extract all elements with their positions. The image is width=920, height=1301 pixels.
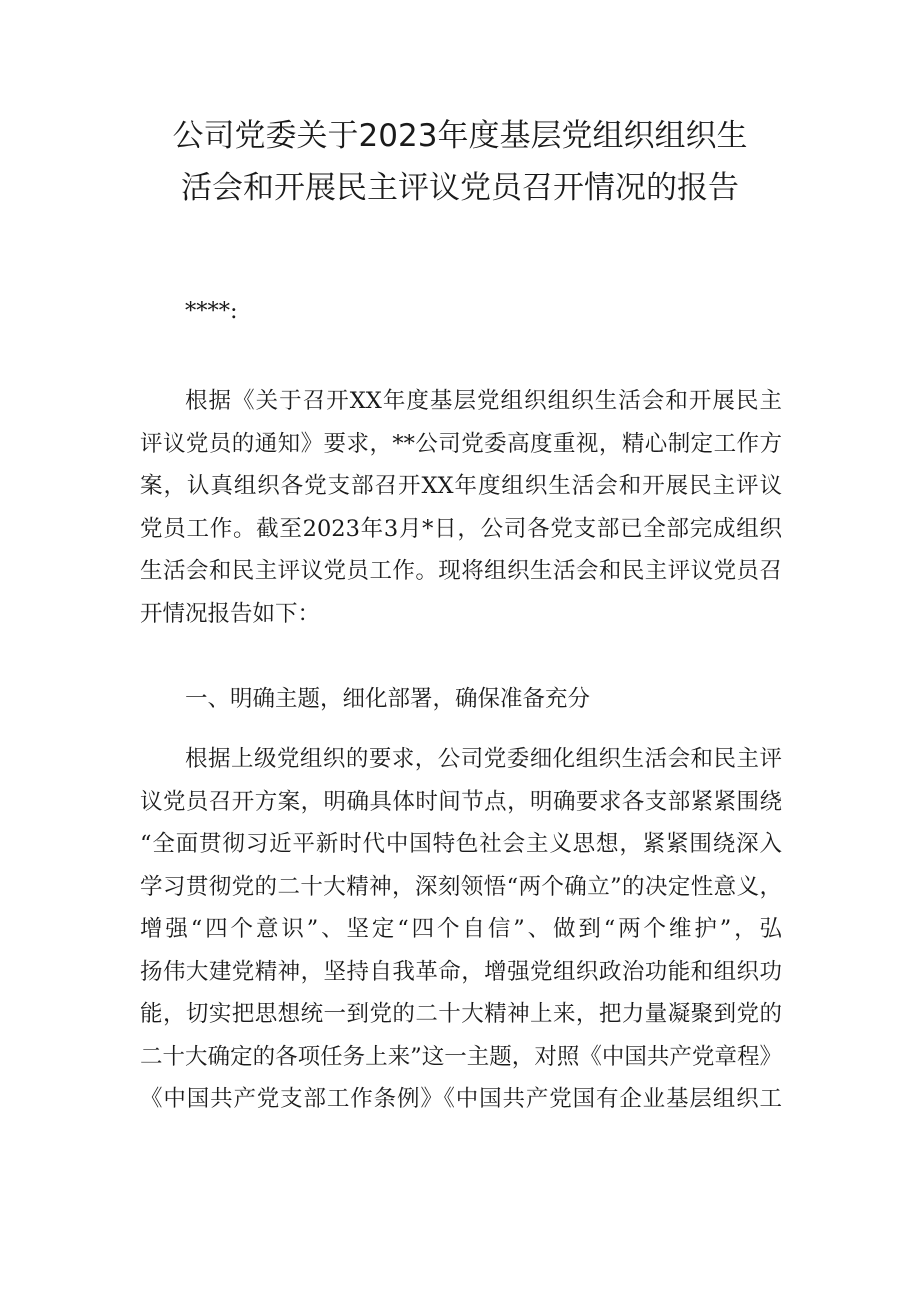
section-heading-1: [140, 678, 782, 721]
paragraph-line: 《中国共产党支部工作条例》《中国共产党国有企业基层组织工: [140, 1086, 782, 1112]
paragraph-line: 开情况报告如下：: [140, 600, 321, 627]
paragraph-line: 评议党员的通知》要求，**公司党委高度重视，精心制定工作方: [140, 430, 782, 457]
paragraph-line: 扬伟大建党精神，坚持自我革命，增强党组织政治功能和组织功: [140, 958, 782, 985]
paragraph-section-1: [140, 738, 782, 1121]
document-title: [140, 110, 780, 214]
paragraph-line: 增强“四个意识”、坚定“四个自信”、做到“两个维护”，弘: [140, 916, 782, 942]
paragraph-line: 党员工作。截至2023年3月*日，公司各党支部已全部完成组织: [140, 515, 782, 542]
title-line-2: 活会和开展民主评议党员召开情况的报告: [181, 170, 739, 206]
paragraph-line: 二十大确定的各项任务上来”这一主题，对照《中国共产党章程》: [140, 1043, 782, 1070]
section-heading-text: 一、明确主题，细化部署，确保准备充分: [185, 686, 591, 712]
paragraph-line: “全面贯彻习近平新时代中国特色社会主义思想，紧紧围绕深入: [140, 831, 782, 857]
paragraph-line: 议党员召开方案，明确具体时间节点，明确要求各支部紧紧围绕: [140, 788, 782, 815]
paragraph-line: 案，认真组织各党支部召开XX年度组织生活会和开展民主评议: [140, 473, 782, 499]
paragraph-line: 能，切实把思想统一到党的二十大精神上来，把力量凝聚到党的: [140, 1001, 782, 1027]
paragraph-line: 根据《关于召开XX年度基层党组织组织生活会和开展民主: [185, 388, 782, 414]
paragraph-line: 根据上级党组织的要求，公司党委细化组织生活会和民主评: [185, 746, 782, 772]
salutation-text: ****:: [185, 298, 238, 324]
salutation: [140, 290, 782, 333]
paragraph-line: 学习贯彻党的二十大精神，深刻领悟“两个确立”的决定性意义，: [140, 873, 782, 900]
paragraph-line: 生活会和民主评议党员工作。现将组织生活会和民主评议党员召: [140, 558, 782, 584]
paragraph-intro: [140, 380, 782, 635]
title-line-1: 公司党委关于2023年度基层党组织组织生: [172, 118, 748, 154]
